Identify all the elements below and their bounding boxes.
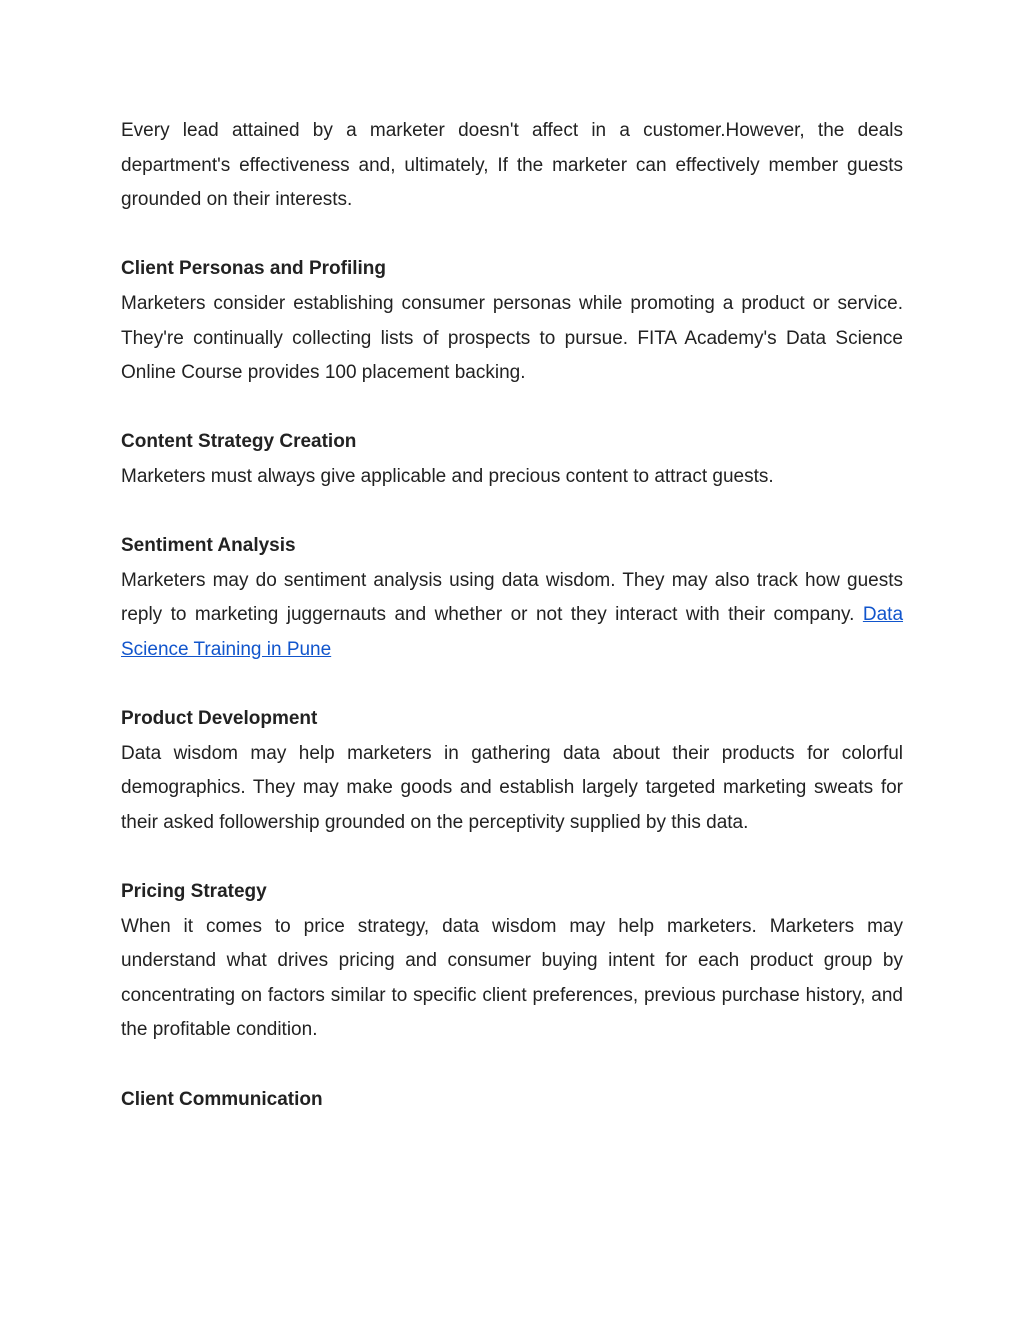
section-heading: Client Communication — [121, 1088, 323, 1110]
section-heading: Client Personas and Profiling — [121, 258, 386, 280]
section-body: Marketers consider establishing consumer personas while promoting a product or service. They're continually collecting lists of prospects to pursue. FITA Academy's Data Science Online Course provides 100 placement backing. — [121, 292, 903, 384]
section-heading: Product Development — [121, 708, 318, 730]
intro-paragraph: Every lead attained by a marketer doesn't affect in a customer.However, the deals department's effectiveness and, ultimately, If the marketer can effectively member guests grounded on their interests. — [121, 120, 903, 211]
document-page — [121, 114, 903, 1117]
section-pricing-strategy — [121, 875, 903, 1048]
section-content-strategy — [121, 425, 903, 494]
section-heading: Sentiment Analysis — [121, 535, 296, 557]
section-body: Data wisdom may help marketers in gathering data about their products for colorful demographics. They may make goods and establish largely targeted marketing sweats for their asked followership grounded on the perceptivity supplied by this data. — [121, 742, 903, 833]
section-heading: Content Strategy Creation — [121, 431, 357, 453]
data-science-training-link[interactable]: Data Science Training in Pune — [121, 604, 904, 660]
section-body: When it comes to price strategy, data wisdom may help marketers. Marketers may understand what drives pricing and consumer buying intent for each product group by concentrating on factors similar to specific client preferences, previous purchase history, and the profitable condition. — [121, 915, 903, 1041]
section-sentiment-analysis — [121, 529, 903, 667]
section-client-communication — [121, 1083, 903, 1118]
section-body: Marketers may do sentiment analysis using data wisdom. They may also track how guests reply to marketing juggernauts and whether or not they interact with their company. — [121, 569, 903, 626]
section-heading: Pricing Strategy — [121, 881, 267, 903]
section-product-development — [121, 702, 903, 840]
section-body: Marketers must always give applicable and precious content to attract guests. — [121, 465, 774, 487]
section-body-with-link — [121, 564, 903, 668]
section-client-personas — [121, 252, 903, 390]
